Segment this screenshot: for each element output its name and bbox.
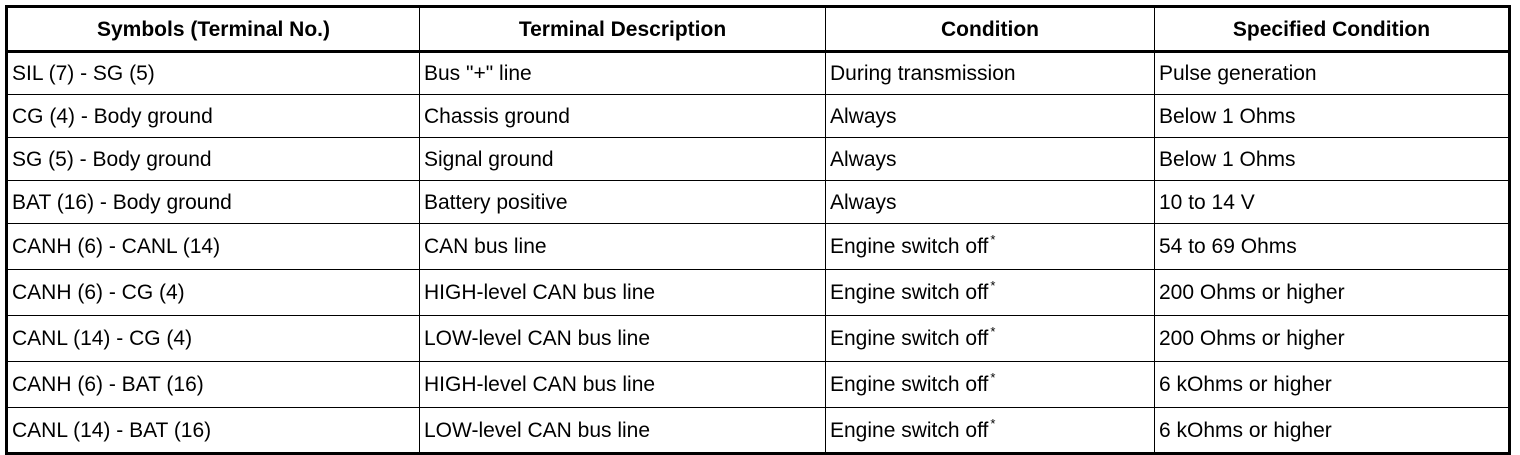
condition-text: Always [830, 104, 897, 128]
cell-description: LOW-level CAN bus line [420, 408, 826, 454]
cell-symbols: CG (4) - Body ground [7, 95, 420, 138]
cell-symbols: CANL (14) - BAT (16) [7, 408, 420, 454]
cell-specified: 10 to 14 V [1155, 181, 1510, 224]
cell-specified: 6 kOhms or higher [1155, 408, 1510, 454]
cell-specified: 200 Ohms or higher [1155, 316, 1510, 362]
cell-description: CAN bus line [420, 224, 826, 270]
header-specified-condition: Specified Condition [1155, 7, 1510, 52]
cell-condition [826, 181, 1155, 224]
condition-text: Engine switch off [830, 281, 989, 304]
condition-text: Engine switch off [830, 418, 989, 442]
cell-description: Chassis ground [420, 95, 826, 138]
table-row [7, 95, 1510, 138]
cell-description: Bus "+" line [420, 52, 826, 95]
cell-description: LOW-level CAN bus line [420, 316, 826, 362]
cell-specified: 6 kOhms or higher [1155, 362, 1510, 408]
terminal-spec-table-container [5, 5, 1508, 443]
cell-condition [826, 224, 1155, 270]
cell-description: HIGH-level CAN bus line [420, 362, 826, 408]
cell-specified: 200 Ohms or higher [1155, 270, 1510, 316]
footnote-mark: * [990, 278, 996, 293]
cell-condition [826, 270, 1155, 316]
table-header-row [7, 7, 1510, 52]
cell-symbols: CANH (6) - CG (4) [7, 270, 420, 316]
cell-symbols: CANH (6) - BAT (16) [7, 362, 420, 408]
table-row [7, 408, 1510, 454]
cell-condition [826, 52, 1155, 95]
cell-symbols: SG (5) - Body ground [7, 138, 420, 181]
header-terminal-description: Terminal Description [420, 7, 826, 52]
footnote-mark: * [990, 232, 996, 247]
condition-text: Always [830, 190, 897, 214]
cell-specified: Below 1 Ohms [1155, 138, 1510, 181]
footnote-mark: * [990, 415, 996, 431]
cell-condition [826, 95, 1155, 138]
footnote-mark: * [990, 370, 996, 385]
cell-condition [826, 362, 1155, 408]
condition-text: Engine switch off [830, 373, 989, 396]
table-row [7, 52, 1510, 95]
table-row [7, 316, 1510, 362]
footnote-mark: * [990, 324, 996, 339]
condition-text: Always [830, 147, 897, 171]
cell-specified: Pulse generation [1155, 52, 1510, 95]
cell-condition [826, 408, 1155, 454]
table-row [7, 362, 1510, 408]
cell-condition [826, 138, 1155, 181]
cell-specified: Below 1 Ohms [1155, 95, 1510, 138]
table-row [7, 138, 1510, 181]
cell-symbols: SIL (7) - SG (5) [7, 52, 420, 95]
header-condition: Condition [826, 7, 1155, 52]
condition-text: Engine switch off [830, 235, 989, 258]
table-row [7, 181, 1510, 224]
condition-text: Engine switch off [830, 327, 989, 350]
cell-description: HIGH-level CAN bus line [420, 270, 826, 316]
cell-description: Battery positive [420, 181, 826, 224]
cell-symbols: CANL (14) - CG (4) [7, 316, 420, 362]
condition-text: During transmission [830, 62, 1016, 85]
cell-symbols: CANH (6) - CANL (14) [7, 224, 420, 270]
table-row [7, 270, 1510, 316]
cell-specified: 54 to 69 Ohms [1155, 224, 1510, 270]
header-symbols: Symbols (Terminal No.) [7, 7, 420, 52]
cell-symbols: BAT (16) - Body ground [7, 181, 420, 224]
cell-description: Signal ground [420, 138, 826, 181]
cell-condition [826, 316, 1155, 362]
terminal-spec-table [5, 5, 1511, 455]
table-row [7, 224, 1510, 270]
